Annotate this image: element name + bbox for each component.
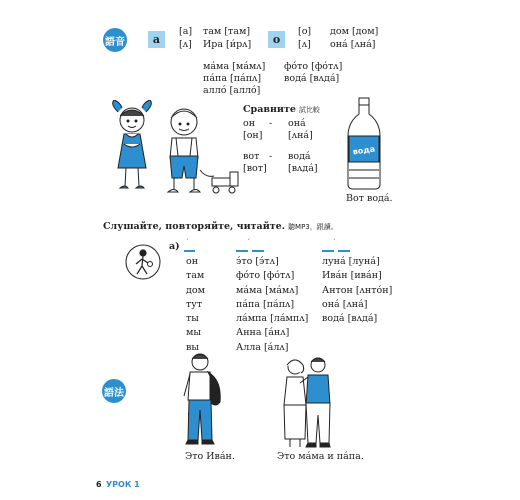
word: вода́ [вʌда́] <box>322 313 378 325</box>
stress-line-1 <box>184 250 195 252</box>
word: она́ [ʌна́] <box>322 298 368 310</box>
bottle-caption: Вот вода́. <box>346 193 393 204</box>
exercise-title: Слушайте, повторяйте, читайте. <box>103 221 285 232</box>
exercise-title-cn: 聽MP3，跟讀。 <box>288 223 338 231</box>
exercise-label: а) <box>169 241 180 252</box>
word: па́па [па́пʌ] <box>236 298 295 310</box>
word: дом <box>186 284 205 296</box>
o-symbol-2: [ʌ] <box>298 39 311 50</box>
word: ты <box>186 313 199 325</box>
exercise-column-3 <box>322 256 392 327</box>
word: Анна [а́нʌ] <box>236 327 290 339</box>
word: ла́мпа [ла́мпʌ] <box>236 313 309 325</box>
word: ма́ма [ма́мʌ] <box>236 284 299 296</box>
grammar-caption-1: Это Ива́н. <box>185 451 235 462</box>
word: фо́то [фо́тʌ] <box>236 270 295 282</box>
children-illustration <box>108 100 248 205</box>
stress-marks: ˊ ˊ ˊ <box>185 238 337 247</box>
exercise-heading <box>103 221 338 234</box>
page-number: 6 <box>96 480 102 489</box>
stress-line-3a <box>322 250 334 252</box>
grammar-caption-2: Это ма́ма и па́па. <box>277 451 364 462</box>
letter-o-box: о <box>268 31 285 48</box>
word: вы <box>186 341 199 353</box>
listening-person-icon <box>124 243 162 281</box>
compare-right-3: вода́ <box>288 151 311 162</box>
exercise-column-2 <box>236 256 308 356</box>
stress-line-3b <box>338 250 350 252</box>
compare-left-3: вот <box>243 151 260 162</box>
water-bottle-illustration <box>344 96 384 192</box>
a-word-2: па́па [па́пʌ] <box>203 73 262 84</box>
compare-right-4: [вʌда́] <box>288 163 318 174</box>
compare-heading <box>243 104 320 117</box>
letter-a-box: а <box>148 31 165 48</box>
a-symbol-2: [ʌ] <box>179 39 192 50</box>
compare-right-2: [ʌна́] <box>288 130 313 141</box>
compare-left-1: он <box>243 118 256 129</box>
a-symbol-1: [a] <box>179 26 193 37</box>
compare-dash-3: - <box>269 151 273 162</box>
a-example-2: Ира [и́рʌ] <box>203 39 252 50</box>
compare-left-2: [он] <box>243 130 263 141</box>
word: мы <box>186 327 201 339</box>
compare-dash-1: - <box>269 118 273 129</box>
sounds-badge: 語音 <box>103 28 127 52</box>
word: Ива́н [ива́н] <box>322 270 382 282</box>
compare-right-1: она́ <box>288 118 306 129</box>
stress-line-2b <box>252 250 264 252</box>
word: Алла [а́лʌ] <box>236 341 289 353</box>
mama-papa-illustration <box>278 355 338 450</box>
compare-title: Сравните <box>243 104 296 115</box>
a-word-1: ма́ма [ма́мʌ] <box>203 61 266 72</box>
stress-line-2a <box>236 250 248 252</box>
word: э́то [э́тʌ] <box>236 256 279 267</box>
compare-left-4: [вот] <box>243 163 267 174</box>
word: Антон [ʌнто́н] <box>322 284 393 296</box>
bottle-label: вода <box>352 144 376 157</box>
lesson-label: УРОК 1 <box>106 480 140 489</box>
ivan-illustration <box>178 352 228 448</box>
grammar-badge: 語法 <box>102 379 126 403</box>
o-example-2: она́ [ʌна́] <box>330 39 376 50</box>
exercise-column-1 <box>186 256 205 356</box>
word: он <box>186 256 199 267</box>
compare-title-cn: 試比較 <box>298 106 320 114</box>
word: там <box>186 270 205 282</box>
o-example-1: дом [дом] <box>330 26 379 37</box>
word: луна́ [луна́] <box>322 256 380 267</box>
word: тут <box>186 298 203 310</box>
o-word-1: фо́то [фо́тʌ] <box>284 61 343 72</box>
o-symbol-1: [o] <box>298 26 312 37</box>
o-word-2: вода́ [вʌда́] <box>284 73 340 84</box>
a-example-1: там [там] <box>203 26 251 37</box>
a-word-3: алло́ [алло́] <box>203 85 261 96</box>
